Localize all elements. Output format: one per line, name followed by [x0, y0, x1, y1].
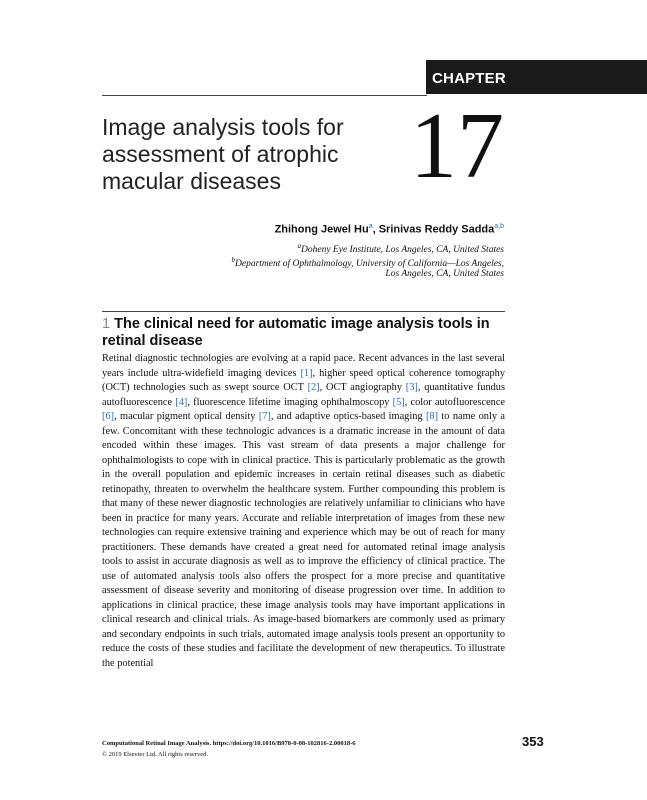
footer-copyright: © 2019 Elsevier Ltd. All rights reserved.	[102, 751, 209, 758]
author-line	[275, 223, 504, 236]
author-hu-affiliation: a	[368, 223, 373, 230]
body-paragraph	[102, 352, 505, 671]
author-hu: Zhihong Jewel Hu	[274, 223, 369, 236]
section-number: 1	[102, 316, 111, 332]
affiliation-a-marker: a	[297, 242, 302, 250]
citation-link-6[interactable]: [6]	[102, 411, 115, 422]
affiliation-b-continued: Los Angeles, CA, United States	[385, 269, 504, 279]
citation-link-2[interactable]: [2]	[307, 382, 320, 393]
citation-link-8[interactable]: [8]	[425, 411, 439, 422]
citation-link-1[interactable]: [1]	[300, 367, 313, 379]
chapter-title: Image analysis tools for assessment of atrophic macular diseases	[102, 114, 344, 194]
section-heading	[102, 316, 512, 350]
citation-link-5[interactable]: [5]	[392, 396, 405, 408]
chapter-number: 17	[410, 94, 504, 198]
citation-link-7[interactable]: [7]	[258, 411, 271, 422]
body-text-segment: Retinal diagnostic technologies are evolving at a rapid pace. Recent advances in the last several years include ultra-widefield imaging devices	[102, 353, 505, 379]
page-number: 353	[522, 734, 544, 749]
body-text-segment: , fluorescence lifetime imaging ophthalmoscopy	[187, 396, 393, 408]
body-text-segment: , higher speed optical coherence tomography (OCT) technologies such as swept source OCT	[102, 367, 505, 393]
citation-link-3[interactable]: [3]	[405, 382, 418, 393]
chapter-label: CHAPTER	[432, 70, 506, 87]
author-sadda-affiliation: a,b	[494, 223, 504, 230]
body-text-segment: , color autofluorescence	[404, 396, 506, 408]
affiliation-b-marker: b	[231, 256, 236, 264]
author-separator: ,	[372, 223, 379, 236]
body-text-segment: , quantitative fundus autofluorescence	[102, 382, 505, 408]
affiliation-b-line1: Department of Ophthalmology, University of California—Los Angeles,	[235, 259, 504, 270]
body-text-segment: , OCT angiography	[319, 382, 406, 393]
body-text-segment: to name only a few. Concomitant with these technologic advances is a dramatic increase in the amount of data encoded within these images. This vast stream of data presents a major challenge for ophthalmologists to cope with in clinical practice. This is particularly problematic as the growth in the overall population and epidemic increases in certain retinal diseases such as diabetic retinopathy, threaten to overwhelm the healthcare system. Further compounding this problem is that many of these newer diagnostic technologies are relatively unfamiliar to clinicians who have been in practice for many years. Accurate and reliable interpretation of images from these new technologies can require extensive training and experience which may be out of reach for many practitioners. These demands have created a great need for automated retinal image analysis tools to assist in accurate diagnosis as well as to improve the efficiency of clinical practice. The use of automated analysis tools also offers the prospect for a more precise and quantitative assessment of disease severity and monitoring of disease progression over time. In addition to applications in clinical practice, these image analysis tools may have important applications in clinical research and clinical trials. As image-based biomarkers are commonly used as primary and secondary endpoints in such trials, automated image analysis tools present an opportunity to reduce the costs of these studies and facilitate the development of new therapeutics. To illustrate the potential	[102, 411, 505, 669]
citation-link-4[interactable]: [4]	[175, 396, 188, 408]
affiliation-a-text: Doheny Eye Institute, Los Angeles, CA, United States	[301, 245, 504, 256]
chapter-title-rule	[102, 95, 427, 96]
footer-citation: Computational Retinal Image Analysis. https://doi.org/10.1016/B978-0-08-102816-2.00018-6	[102, 740, 356, 747]
section-title: The clinical need for automatic image analysis tools in retinal disease	[102, 316, 490, 349]
author-sadda: Srinivas Reddy Sadda	[378, 223, 495, 236]
body-text-segment: , macular pigment optical density	[114, 411, 259, 422]
section-rule	[102, 311, 505, 312]
body-text-segment: , and adaptive optics-based imaging	[270, 411, 426, 422]
